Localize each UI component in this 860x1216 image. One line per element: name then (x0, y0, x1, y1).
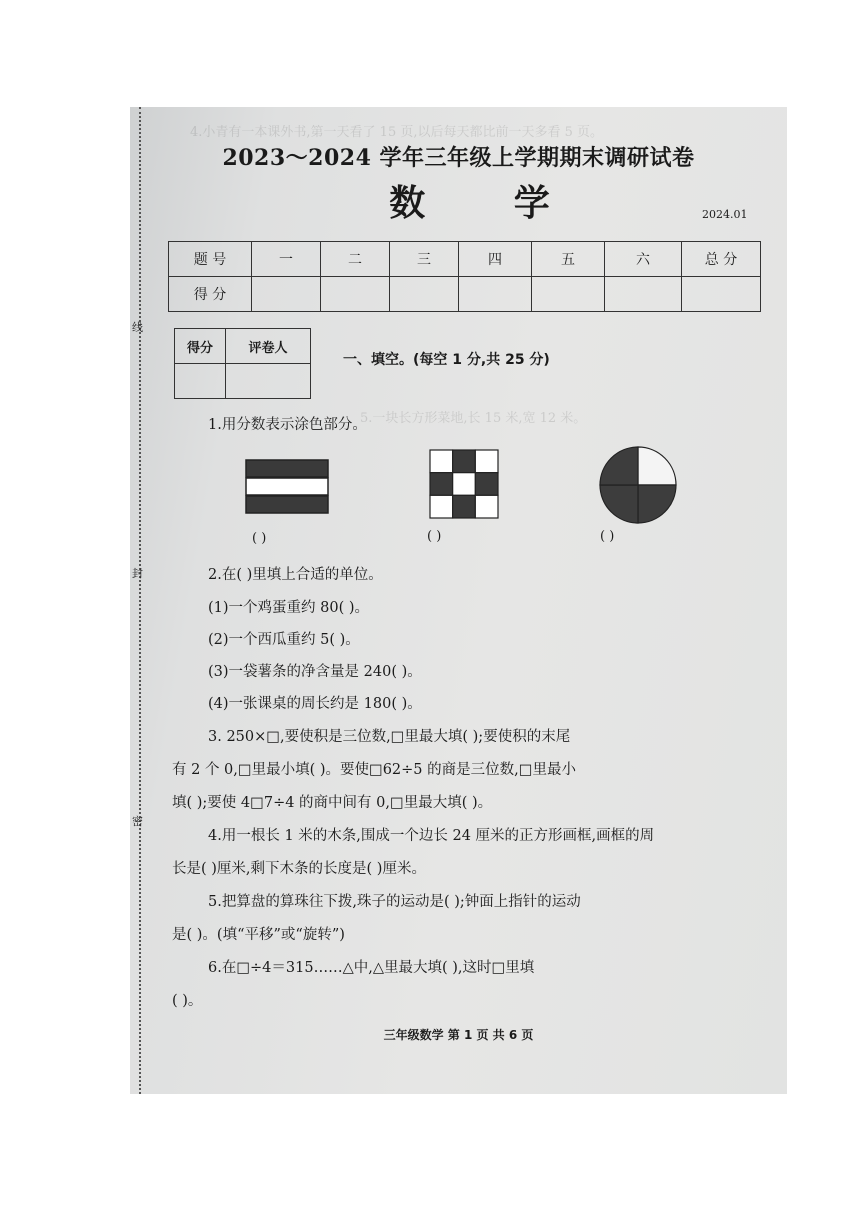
exam-page (130, 107, 787, 1094)
subject-title: 数 学 (389, 182, 588, 224)
question-4-line: 长是( )厘米,剩下木条的长度是( )厘米。 (172, 861, 426, 877)
exam-date: 2024.01 (702, 208, 748, 221)
question-5-line: 5.把算盘的算珠往下拨,珠子的运动是( );钟面上指针的运动 (208, 894, 581, 910)
question-3-line: 3. 250×□,要使积是三位数,□里最大填( );要使积的末尾 (208, 729, 571, 745)
stripe-middle (246, 478, 328, 495)
binding-mark-xian: 线 (132, 321, 143, 334)
section-1-title: 一、填空。(每空 1 分,共 25 分) (343, 352, 550, 368)
binding-line (139, 107, 141, 1094)
binding-mark-mi: 密 (132, 815, 143, 828)
grid-cell (453, 495, 476, 518)
score-header-2: 二 (321, 242, 390, 277)
score-cell-total[interactable] (682, 277, 761, 312)
score-cell[interactable] (459, 277, 532, 312)
question-2-item: (1)一个鸡蛋重约 80( )。 (208, 600, 370, 616)
exam-title: 2023～2024 学年三年级上学期期末调研试卷 (222, 145, 695, 171)
question-6-line: 6.在□÷4＝315……△中,△里最大填( ),这时□里填 (208, 960, 535, 976)
score-row-label: 得 分 (169, 277, 252, 312)
page-footer: 三年级数学 第 1 页 共 6 页 (383, 1028, 534, 1042)
score-cell[interactable] (390, 277, 459, 312)
score-table (168, 241, 761, 312)
question-2-item: (3)一袋薯条的净含量是 240( )。 (208, 664, 422, 680)
question-1: 1.用分数表示涂色部分。 (208, 417, 367, 433)
score-header-total: 总 分 (682, 242, 761, 277)
grader-box (174, 328, 311, 399)
grader-name-cell[interactable] (226, 364, 311, 399)
score-cell[interactable] (605, 277, 682, 312)
question-3-line: 有 2 个 0,□里最小填( )。要使□62÷5 的商是三位数,□里最小 (172, 762, 576, 778)
bleed-through-text: 4.小青有一本课外书,第一天看了 15 页,以后每天都比前一天多看 5 页。 (190, 125, 604, 140)
quartered-circle-figure (598, 445, 678, 525)
circle-quarter (600, 447, 638, 485)
score-header-4: 四 (459, 242, 532, 277)
bleed-through-text: 5.一块长方形菜地,长 15 米,宽 12 米。 (360, 411, 587, 426)
stripe-top (246, 460, 328, 477)
answer-paren-2[interactable]: ( ) (427, 529, 442, 544)
circle-quarter (638, 447, 676, 485)
striped-rectangle-figure (245, 459, 329, 515)
circle-quarter (638, 485, 676, 523)
question-4-line: 4.用一根长 1 米的木条,围成一个边长 24 厘米的正方形画框,画框的周 (208, 828, 655, 844)
question-2-item: (2)一个西瓜重约 5( )。 (208, 632, 360, 648)
answer-paren-1[interactable]: ( ) (252, 531, 267, 546)
binding-mark-feng: 封 (132, 567, 143, 580)
grid-cell (430, 450, 453, 473)
score-header-1: 一 (252, 242, 321, 277)
checker-grid-figure (429, 449, 499, 519)
stripe-bottom (246, 496, 328, 513)
score-header-5: 五 (532, 242, 605, 277)
score-header-6: 六 (605, 242, 682, 277)
grid-cell (475, 473, 498, 496)
grader-score-label: 得分 (175, 329, 226, 364)
answer-paren-3[interactable]: ( ) (600, 529, 615, 544)
question-5-line: 是( )。(填“平移”或“旋转”) (172, 927, 345, 943)
question-6-line: ( )。 (172, 993, 203, 1009)
grid-cell (430, 495, 453, 518)
question-2-item: (4)一张课桌的周长约是 180( )。 (208, 696, 422, 712)
grid-cell (453, 450, 476, 473)
score-header-label: 题 号 (169, 242, 252, 277)
score-cell[interactable] (252, 277, 321, 312)
grader-name-label: 评卷人 (226, 329, 311, 364)
circle-quarter (600, 485, 638, 523)
score-header-3: 三 (390, 242, 459, 277)
question-3-line: 填( );要使 4□7÷4 的商中间有 0,□里最大填( )。 (172, 795, 493, 811)
grid-cell (453, 473, 476, 496)
grid-cell (475, 450, 498, 473)
question-2: 2.在( )里填上合适的单位。 (208, 567, 383, 583)
score-cell[interactable] (532, 277, 605, 312)
score-cell[interactable] (321, 277, 390, 312)
grid-cell (475, 495, 498, 518)
grid-cell (430, 473, 453, 496)
grader-score-cell[interactable] (175, 364, 226, 399)
